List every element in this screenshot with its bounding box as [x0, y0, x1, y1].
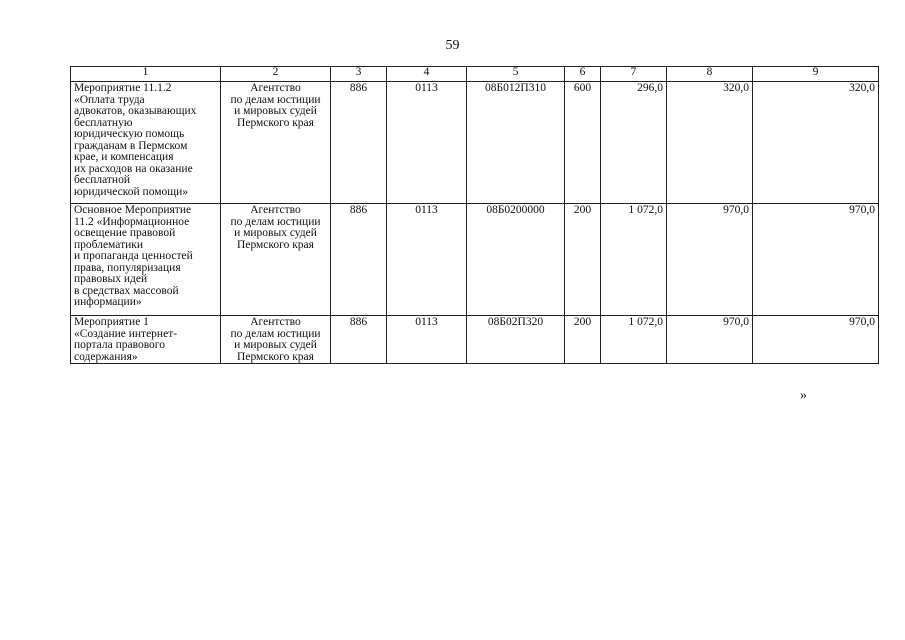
- agency-cell: Агентство по делам юстиции и мировых судей Пермского края: [221, 316, 331, 364]
- header-row: [71, 67, 879, 82]
- amount-cell: 1 072,0: [601, 316, 667, 364]
- table-row: [71, 204, 879, 316]
- agency-cell: Агентство по делам юстиции и мировых судей Пермского края: [221, 82, 331, 204]
- measure-name: Мероприятие 1 «Создание интернет- портала правового содержания»: [71, 316, 221, 364]
- column-header: 2: [221, 67, 331, 82]
- code-cell: 886: [331, 82, 387, 204]
- column-header: 4: [387, 67, 467, 82]
- target-article-cell: 08Б012П310: [467, 82, 565, 204]
- column-header: 1: [71, 67, 221, 82]
- measure-name: Мероприятие 11.1.2 «Оплата труда адвокатов, оказывающих бесплатную юридическую помощь гражданам в Пермском крае, и компенсация их расходов на оказание бесплатной юридической помощи»: [71, 82, 221, 204]
- column-header: 5: [467, 67, 565, 82]
- expense-type-cell: 200: [565, 204, 601, 316]
- target-article-cell: 08Б0200000: [467, 204, 565, 316]
- table-row: [71, 82, 879, 204]
- amount-cell: 970,0: [667, 316, 753, 364]
- budget-table: [70, 66, 879, 364]
- amount-cell: 970,0: [667, 204, 753, 316]
- table-row: [71, 316, 879, 364]
- amount-cell: 320,0: [753, 82, 879, 204]
- column-header: 3: [331, 67, 387, 82]
- closing-quote: »: [800, 388, 807, 403]
- section-cell: 0113: [387, 82, 467, 204]
- section-cell: 0113: [387, 204, 467, 316]
- amount-cell: 970,0: [753, 204, 879, 316]
- code-cell: 886: [331, 204, 387, 316]
- column-header: 8: [667, 67, 753, 82]
- amount-cell: 296,0: [601, 82, 667, 204]
- amount-cell: 1 072,0: [601, 204, 667, 316]
- code-cell: 886: [331, 316, 387, 364]
- amount-cell: 970,0: [753, 316, 879, 364]
- column-header: 6: [565, 67, 601, 82]
- amount-cell: 320,0: [667, 82, 753, 204]
- expense-type-cell: 200: [565, 316, 601, 364]
- page-number: 59: [445, 38, 460, 53]
- expense-type-cell: 600: [565, 82, 601, 204]
- column-header: 9: [753, 67, 879, 82]
- target-article-cell: 08Б02П320: [467, 316, 565, 364]
- agency-cell: Агентство по делам юстиции и мировых судей Пермского края: [221, 204, 331, 316]
- measure-name: Основное Мероприятие 11.2 «Информационное освещение правовой проблематики и пропаганда ценностей права, популяризация правовых идей в средствах массовой информации»: [71, 204, 221, 316]
- section-cell: 0113: [387, 316, 467, 364]
- column-header: 7: [601, 67, 667, 82]
